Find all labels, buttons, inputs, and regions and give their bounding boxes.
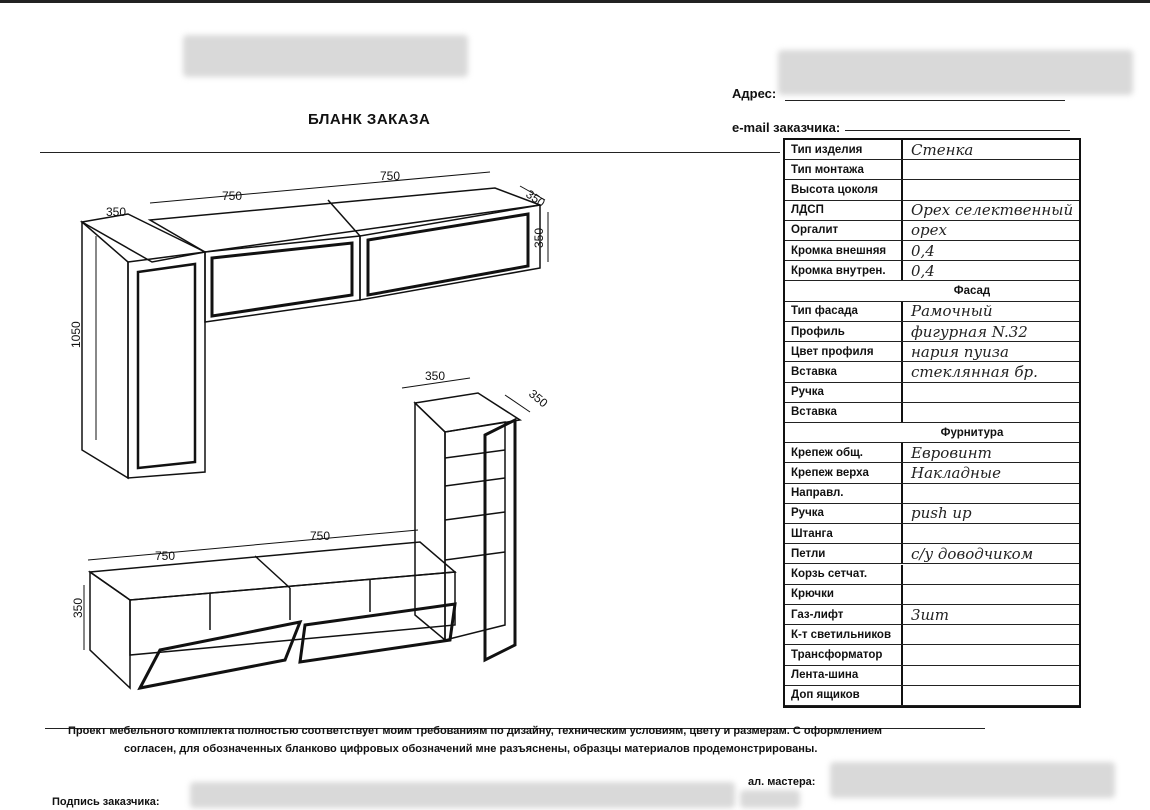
row-handwritten-value: Накладные: [911, 464, 1001, 483]
row-label: ЛДСП: [785, 201, 903, 220]
redacted-address-block: [778, 50, 1133, 95]
dim-column-depth-b: 350: [526, 386, 551, 411]
row-handwritten-value: [903, 383, 1079, 402]
row-label: К-т светильников: [785, 625, 903, 644]
table-row: [785, 484, 1079, 504]
row-label: Вставка: [785, 362, 903, 381]
row-handwritten-value: [903, 484, 1079, 503]
row-label: Крючки: [785, 585, 903, 604]
row-label: Крепеж общ.: [785, 443, 903, 462]
dim-lower-left-width: 750: [155, 549, 176, 563]
row-handwritten-value: [903, 160, 1079, 179]
row-handwritten-value: [903, 180, 1079, 199]
row-label: Штанга: [785, 524, 903, 543]
table-row: [785, 504, 1079, 524]
row-label: Лента-шина: [785, 666, 903, 685]
row-label: Доп ящиков: [785, 686, 903, 705]
lower-flap-left: [140, 622, 300, 688]
table-row: [785, 565, 1079, 585]
row-label: Цвет профиля: [785, 342, 903, 361]
table-row: [785, 645, 1079, 665]
table-row: [785, 383, 1079, 403]
table-row: [785, 201, 1079, 221]
row-handwritten-value: Рамочный: [911, 302, 993, 321]
table-row: [785, 544, 1079, 564]
row-label: Направл.: [785, 484, 903, 503]
redacted-corner-block: [740, 790, 800, 808]
table-row: [785, 605, 1079, 625]
dim-upper-depth: 350: [106, 205, 127, 219]
row-label: Высота цоколя: [785, 180, 903, 199]
redacted-master-signature: [830, 762, 1115, 798]
table-row: [785, 585, 1079, 605]
table-row: [785, 180, 1079, 200]
order-table: [783, 138, 1081, 708]
table-row: [785, 261, 1079, 281]
upper-door-left: [212, 243, 352, 316]
row-handwritten-value: [903, 625, 1079, 644]
dim-lower-right-width: 750: [310, 529, 331, 543]
tall-cabinet-side: [82, 222, 128, 478]
master-label: ал. мастера:: [748, 776, 816, 788]
row-label: Профиль: [785, 322, 903, 341]
address-label: Адрес:: [732, 86, 777, 101]
customer-signature-label: Подпись заказчика:: [52, 796, 160, 808]
table-row: [785, 221, 1079, 241]
row-label: Трансформатор: [785, 645, 903, 664]
row-label: Ручка: [785, 504, 903, 523]
row-handwritten-value: [903, 565, 1079, 584]
redacted-customer-signature: [190, 782, 735, 808]
section-title: Фурнитура: [940, 426, 1004, 439]
table-row: [785, 302, 1079, 322]
row-handwritten-value: стеклянная бр.: [911, 362, 1038, 381]
lower-flap-right: [300, 604, 455, 662]
row-handwritten-value: [903, 524, 1079, 543]
row-handwritten-value: орех: [911, 221, 947, 240]
column-door: [485, 420, 515, 660]
table-row: [785, 686, 1079, 706]
row-handwritten-value: фигурная N.32: [911, 322, 1028, 341]
email-line: [845, 130, 1070, 131]
row-label: Петли: [785, 544, 903, 563]
lower-unit-side: [90, 572, 130, 688]
column-side: [415, 403, 445, 640]
agreement-line-1: Проект мебельного комплекта полностью соответствует моим требованиям по дизайну, техническим условиям, цвету и размерам. С оформлением: [68, 725, 882, 737]
tall-cabinet-front: [128, 252, 205, 478]
dim-upper-right-width: 750: [380, 169, 401, 183]
row-handwritten-value: 0,4: [911, 241, 935, 260]
row-label: Крепеж верха: [785, 463, 903, 482]
dim-tall-height: 1050: [69, 321, 83, 348]
table-row: [785, 342, 1079, 362]
table-row: [785, 403, 1079, 423]
table-row: [785, 362, 1079, 382]
row-label: Вставка: [785, 403, 903, 422]
dim-lower-height: 350: [71, 597, 85, 618]
row-handwritten-value: push up: [911, 504, 972, 523]
row-handwritten-value: [903, 585, 1079, 604]
row-handwritten-value: [903, 645, 1079, 664]
row-handwritten-value: с/у доводчиком: [911, 544, 1034, 563]
dim-column-depth-a: 350: [425, 369, 446, 383]
dim-upper-side-depth: 350: [523, 186, 548, 210]
table-section-header: [785, 282, 1079, 302]
table-row: [785, 666, 1079, 686]
row-label: Ручка: [785, 383, 903, 402]
row-handwritten-value: [903, 666, 1079, 685]
email-label: e-mail заказчика:: [732, 120, 841, 135]
row-handwritten-value: Орех селектвенный: [911, 201, 1074, 220]
row-handwritten-value: [903, 403, 1079, 422]
upper-cabinet-right: [360, 205, 540, 300]
row-handwritten-value: Стенка: [911, 140, 974, 159]
table-row: [785, 443, 1079, 463]
customer-agreement-text: [68, 722, 1008, 758]
row-label: Корзь сетчат.: [785, 565, 903, 584]
agreement-line-2: согласен, для обозначенных бланково цифровых обозначений мне разъяснены, образцы материалов продемонстрированы.: [124, 743, 818, 755]
upper-cabinet-left: [205, 236, 360, 322]
section-title: Фасад: [953, 285, 991, 298]
row-label: Тип фасада: [785, 302, 903, 321]
row-label: Оргалит: [785, 221, 903, 240]
table-row: [785, 322, 1079, 342]
row-label: Газ-лифт: [785, 605, 903, 624]
address-line: [785, 100, 1065, 101]
form-title: БЛАНК ЗАКАЗА: [308, 111, 431, 128]
row-handwritten-value: Евровинт: [911, 443, 992, 462]
table-section-header: [785, 423, 1079, 443]
row-label: Кромка внешняя: [785, 241, 903, 260]
dim-upper-left-width: 750: [222, 189, 243, 203]
row-label: Тип изделия: [785, 140, 903, 159]
table-row: [785, 140, 1079, 160]
table-row: [785, 524, 1079, 544]
dim-upper-height: 350: [532, 227, 546, 248]
tall-cabinet-panel: [138, 264, 195, 468]
table-row: [785, 160, 1079, 180]
table-row: [785, 463, 1079, 483]
row-handwritten-value: 3шт: [911, 605, 949, 624]
table-row: [785, 625, 1079, 645]
row-handwritten-value: 0,4: [911, 261, 935, 280]
row-label: Кромка внутрен.: [785, 261, 903, 280]
row-label: Тип монтажа: [785, 160, 903, 179]
row-handwritten-value: [903, 686, 1079, 705]
table-row: [785, 241, 1079, 261]
row-handwritten-value: нария пуиза: [911, 342, 1009, 361]
